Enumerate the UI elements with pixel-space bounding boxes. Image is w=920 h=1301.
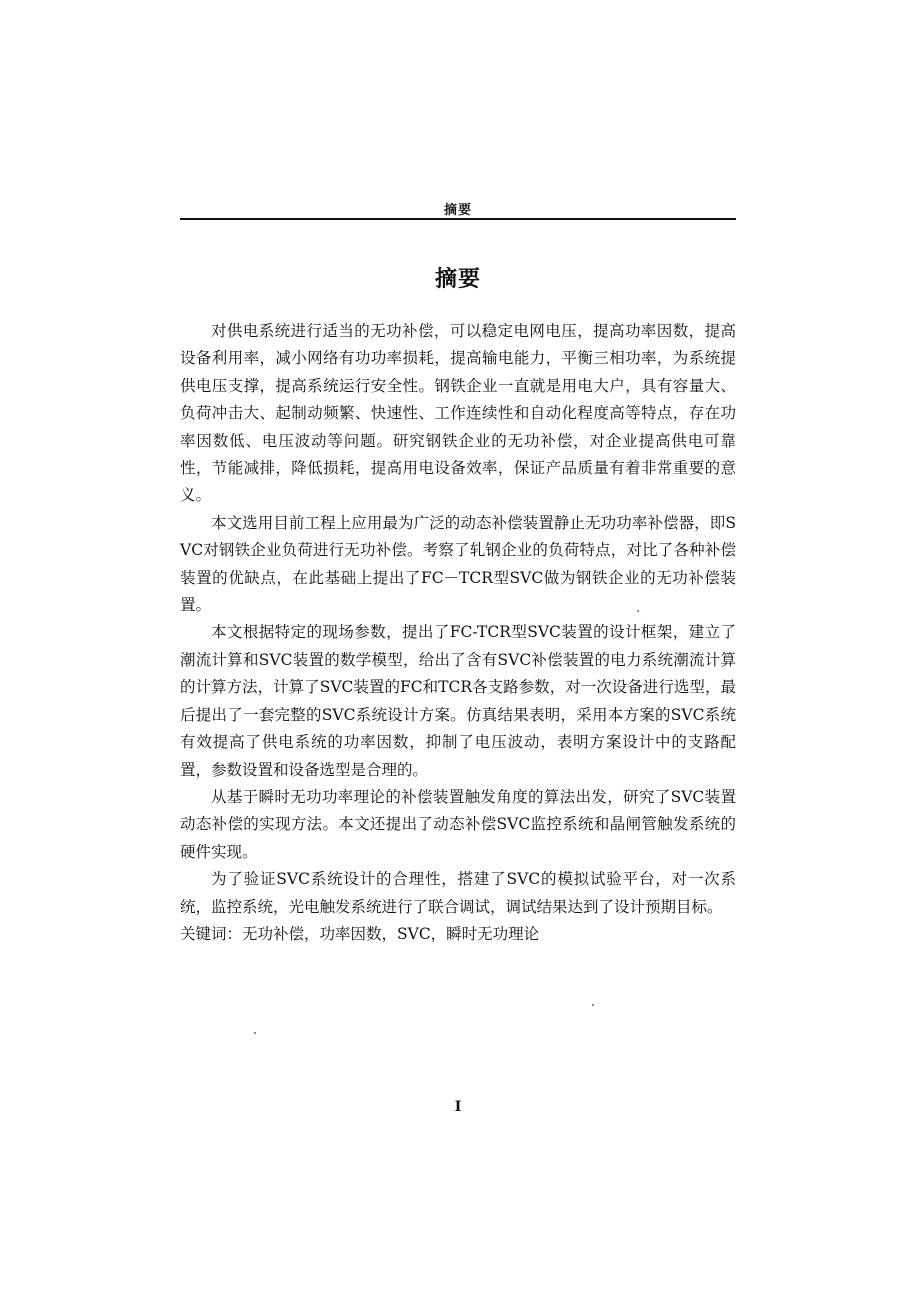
scan-speck xyxy=(592,1004,594,1006)
abstract-body xyxy=(180,318,736,948)
header-rule xyxy=(180,218,736,220)
paragraph-3: 本文根据特定的现场参数，提出了FC-TCR型SVC装置的设计框架，建立了潮流计算和SVC装置的数学模型，给出了含有SVC补偿装置的电力系统潮流计算的计算方法，计算了SVC装置的FC和TCR各支路参数，对一次设备进行选型，最后提出了一套完整的SVC系统设计方案。仿真结果表明，采用本方案的SVC系统有效提高了供电系统的功率因数，抑制了电压波动，表明方案设计中的支路配置，参数设置和设备选型是合理的。 xyxy=(180,623,736,779)
keywords-line: 关键词：无功补偿，功率因数，SVC，瞬时无功理论 xyxy=(180,924,540,943)
abstract-title: 摘要 xyxy=(434,267,481,292)
paragraph-4: 从基于瞬时无功功率理论的补偿装置触发角度的算法出发，研究了SVC装置动态补偿的实现方法。本文还提出了动态补偿SVC监控系统和晶闸管触发系统的硬件实现。 xyxy=(180,787,736,861)
paragraph-1: 对供电系统进行适当的无功补偿，可以稳定电网电压，提高功率因数，提高设备利用率，减小网络有功功率损耗，提高输电能力，平衡三相功率，为系统提供电压支撑，提高系统运行安全性。钢铁企业一直就是用电大户，具有容量大、负荷冲击大、起制动频繁、快速性、工作连续性和自动化程度高等特点，存在功率因数低、电压波动等问题。研究钢铁企业的无功补偿，对企业提高供电可靠性，节能减排，降低损耗，提高用电设备效率，保证产品质量有着非常重要的意义。 xyxy=(180,322,736,505)
page-number: I xyxy=(454,1099,462,1115)
running-header: 摘要 xyxy=(443,203,472,218)
paragraph-2: 本文选用目前工程上应用最为广泛的动态补偿装置静止无功功率补偿器，即SVC对钢铁企业负荷进行无功补偿。考察了轧钢企业的负荷特点，对比了各种补偿装置的优缺点，在此基础上提出了FC－TCR型SVC做为钢铁企业的无功补偿装置。 xyxy=(180,513,736,615)
scan-speck xyxy=(637,610,639,612)
paragraph-5: 为了验证SVC系统设计的合理性，搭建了SVC的模拟试验平台，对一次系统，监控系统，光电触发系统进行了联合调试，调试结果达到了设计预期目标。 xyxy=(180,870,736,916)
scan-speck xyxy=(254,1032,256,1034)
